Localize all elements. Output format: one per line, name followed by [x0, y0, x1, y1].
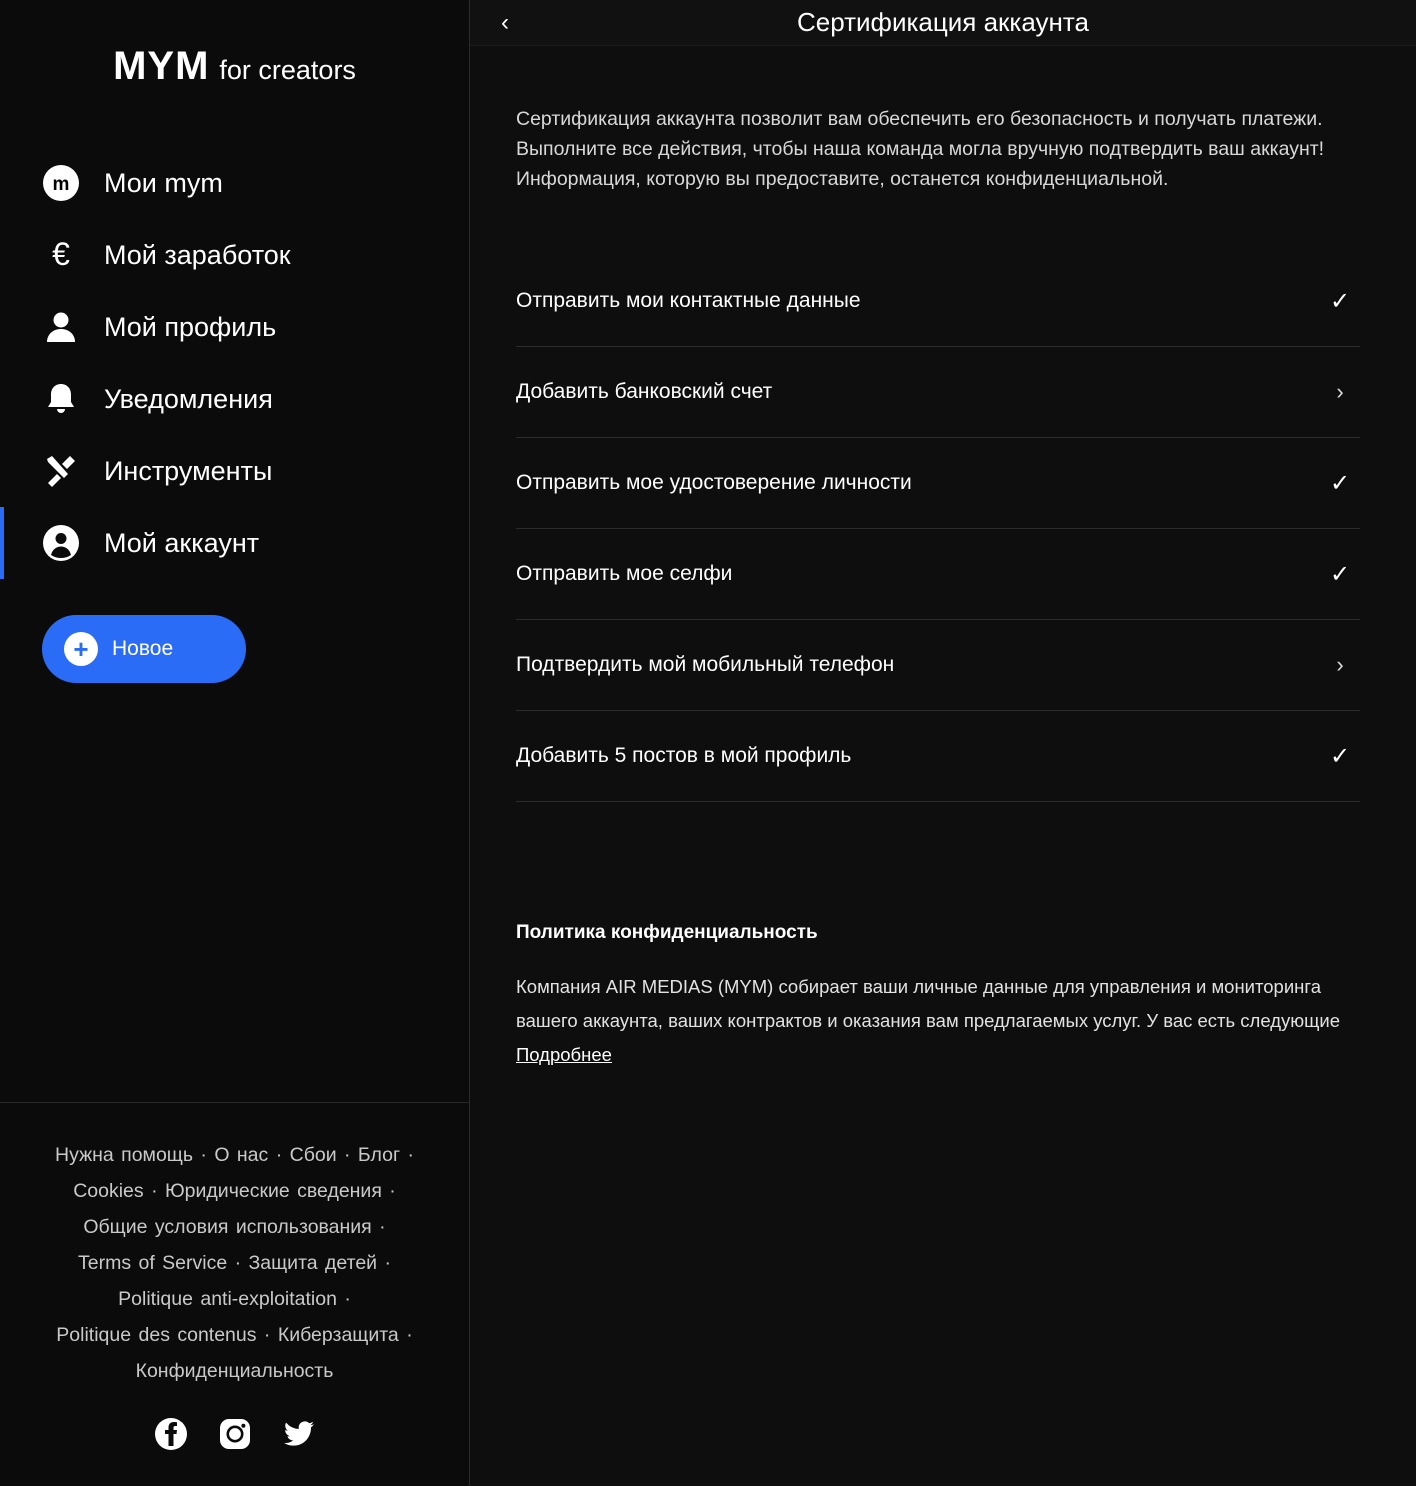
footer-line-2[interactable]: Cookies · Юридические сведения ·: [73, 1180, 396, 1202]
intro-text: Сертификация аккаунта позволит вам обеспечить его безопасность и получать платежи. Выполните все действия, чтобы наша команда могла вручную подтвердить ваш аккаунт! Информация, которую вы предоставите, останется конфиденциальной.: [516, 108, 1325, 190]
chevron-right-icon: ›: [1336, 379, 1344, 404]
check-icon: ✓: [1329, 742, 1351, 770]
footer-line-1[interactable]: Нужна помощь · О нас · Сбои · Блог ·: [55, 1144, 414, 1166]
social-links: [46, 1417, 423, 1456]
euro-icon: [40, 234, 82, 276]
step-label: Отправить мое удостоверение личности: [516, 471, 912, 494]
sidebar-item-label: Мой заработок: [104, 239, 291, 270]
chevron-right-icon: ›: [1336, 652, 1344, 677]
sidebar-spacer: [0, 683, 469, 1102]
brand-name: MYM: [113, 44, 210, 88]
footer-links: [46, 1137, 423, 1389]
plus-icon: +: [64, 632, 98, 666]
step-row-contact-details[interactable]: [516, 256, 1360, 347]
sidebar-item-label: Мой аккаунт: [104, 527, 260, 558]
privacy-policy-body: Компания AIR MEDIAS (MYM) собирает ваши личные данные для управления и мониторинга вашего аккаунта, ваших контрактов и оказания вам предлагаемых услуг. У вас есть следующие: [516, 976, 1340, 1031]
sidebar-item-tools[interactable]: [0, 435, 469, 507]
sidebar-item-account[interactable]: [0, 507, 469, 579]
sidebar-item-label: Уведомления: [104, 383, 273, 414]
sidebar: [0, 0, 470, 1486]
step-label: Добавить банковский счет: [516, 380, 773, 403]
chevron-left-icon[interactable]: ‹: [501, 8, 509, 36]
sidebar-item-profile[interactable]: [0, 291, 469, 363]
instagram-icon[interactable]: [218, 1417, 252, 1456]
privacy-policy-section: [516, 922, 1360, 1072]
sidebar-item-label: Мои mym: [104, 167, 223, 198]
certification-steps-list: [516, 256, 1360, 802]
person-icon: [40, 306, 82, 348]
privacy-policy-text: [516, 970, 1346, 1072]
sidebar-item-notifications[interactable]: [0, 363, 469, 435]
step-label: Отправить мои контактные данные: [516, 289, 861, 312]
new-button-label: Новое: [112, 637, 174, 660]
svg-text:m: m: [52, 174, 70, 195]
sidebar-nav: [0, 147, 469, 579]
footer-line-3[interactable]: Общие условия использования ·: [83, 1216, 386, 1238]
check-icon: ✓: [1329, 287, 1351, 315]
step-row-bank-account[interactable]: [516, 347, 1360, 438]
sidebar-item-my-mym[interactable]: [0, 147, 469, 219]
step-label: Добавить 5 постов в мой профиль: [516, 744, 852, 767]
page-title: Сертификация аккаунта: [797, 7, 1089, 37]
top-bar: [470, 0, 1416, 46]
sidebar-item-earnings[interactable]: [0, 219, 469, 291]
footer-line-7[interactable]: Конфиденциальность: [135, 1360, 334, 1382]
step-row-selfie[interactable]: [516, 529, 1360, 620]
footer-line-4[interactable]: Terms of Service · Защита детей ·: [77, 1252, 391, 1274]
tools-icon: [40, 450, 82, 492]
privacy-policy-title: Политика конфиденциальность: [516, 922, 818, 943]
facebook-icon[interactable]: [154, 1417, 188, 1456]
sidebar-item-label: Инструменты: [104, 455, 273, 486]
new-button[interactable]: [42, 615, 246, 683]
svg-text:€: €: [52, 236, 70, 272]
step-row-identity-document[interactable]: [516, 438, 1360, 529]
bell-icon: [40, 378, 82, 420]
check-icon: ✓: [1329, 560, 1351, 588]
twitter-icon[interactable]: [282, 1417, 316, 1456]
footer-line-5[interactable]: Politique anti-exploitation ·: [118, 1288, 351, 1310]
main-panel: [470, 0, 1416, 1486]
footer-line-6[interactable]: Politique des contenus · Киберзащита ·: [56, 1324, 413, 1346]
sidebar-item-label: Мой профиль: [104, 311, 277, 342]
brand-logo[interactable]: [0, 0, 469, 89]
step-label: Подтвердить мой мобильный телефон: [516, 653, 895, 676]
content-area: [470, 46, 1416, 1072]
check-icon: ✓: [1329, 469, 1351, 497]
privacy-more-link[interactable]: Подробнее: [516, 1044, 612, 1065]
sidebar-footer: [0, 1102, 469, 1486]
step-row-mobile-phone[interactable]: [516, 620, 1360, 711]
step-label: Отправить мое селфи: [516, 562, 733, 585]
account-circle-icon: [40, 522, 82, 564]
step-row-five-posts[interactable]: [516, 711, 1360, 802]
brand-tagline: for creators: [219, 55, 356, 85]
mym-logo-icon: [40, 162, 82, 204]
